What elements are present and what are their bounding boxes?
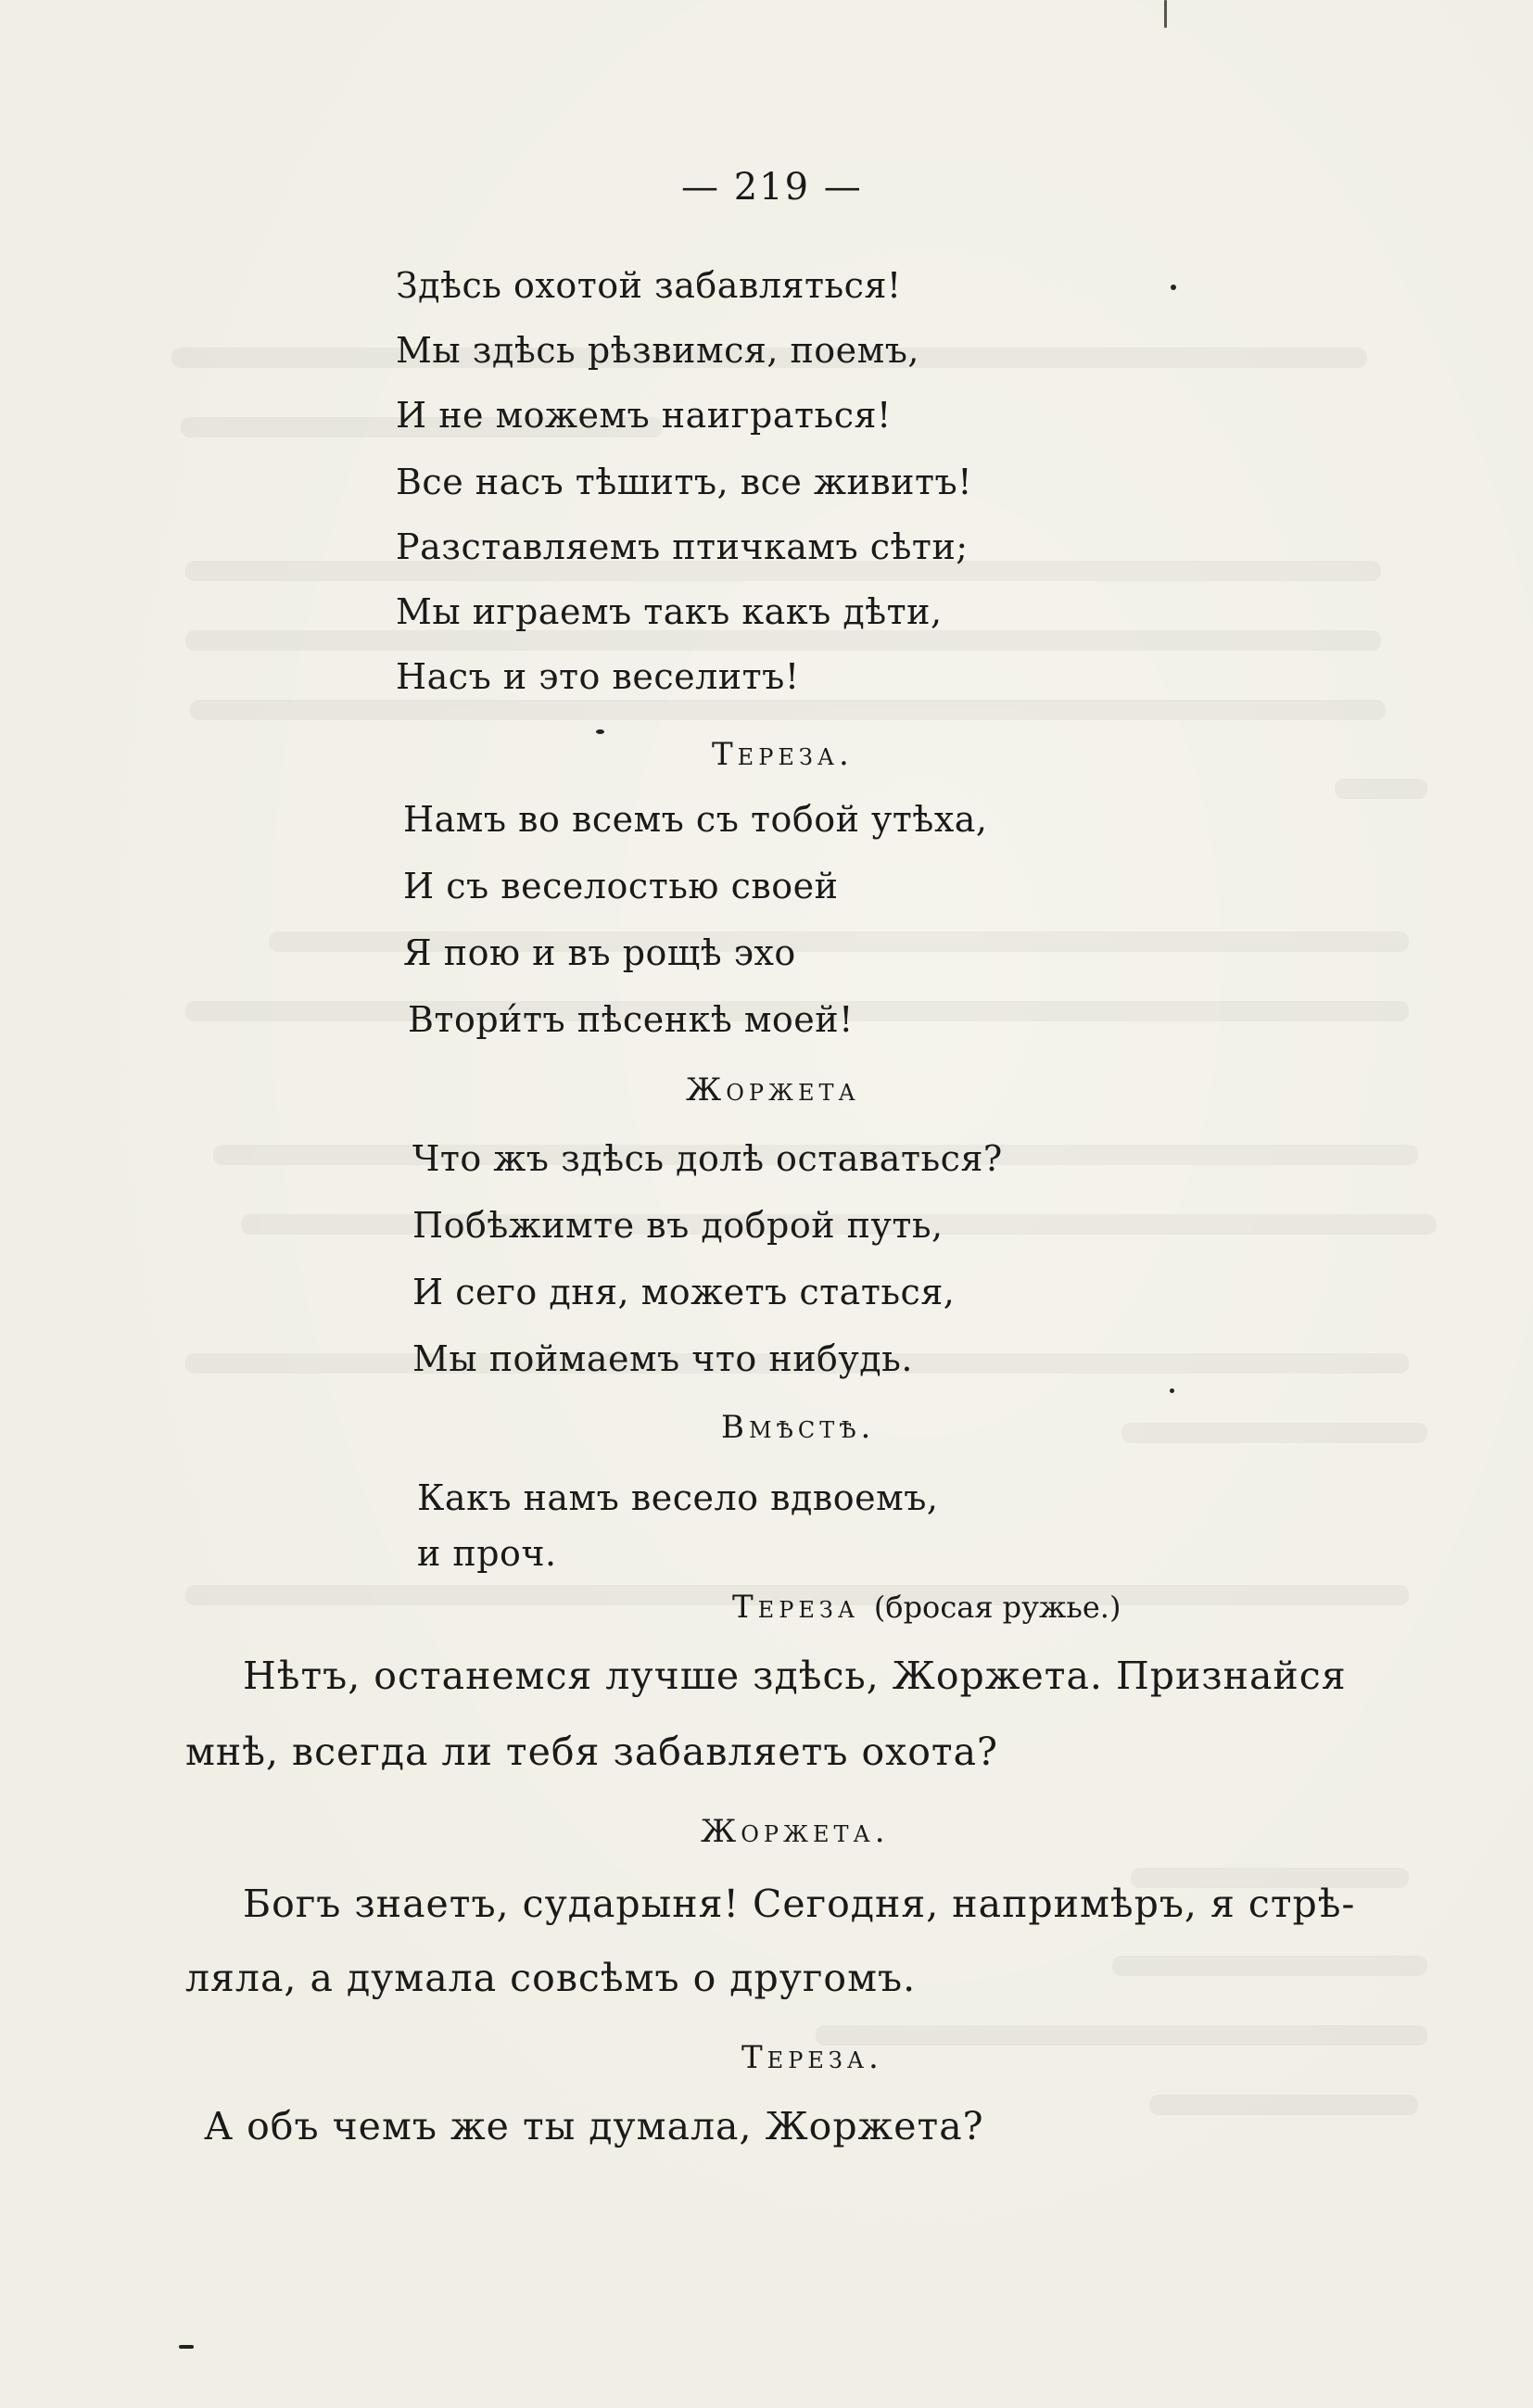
verse-line: И не можемъ наиграться! [396, 395, 892, 436]
verse-line: Втори́тъ пѣсенкѣ моей! [408, 999, 854, 1040]
verse-line: Побѣжимте въ доброй путь, [412, 1205, 944, 1246]
verse-line: Все насъ тѣшитъ, все живитъ! [396, 462, 972, 502]
speaker-name: Жоржета. [701, 1813, 890, 1850]
speaker-name: Вмѣстѣ. [721, 1409, 876, 1446]
speaker-name [732, 1585, 1121, 1629]
ink-speck [179, 2345, 194, 2349]
ink-speck [1170, 1388, 1174, 1393]
verse-line: Насъ и это веселитъ! [396, 656, 800, 697]
verse-line: и проч. [417, 1533, 557, 1574]
prose-line: ляла, а думала совсѣмъ о другомъ. [185, 1956, 917, 2000]
prose-line: А объ чемъ же ты думала, Жоржета? [204, 2104, 984, 2148]
verse-line: Мы играемъ такъ какъ дѣти, [396, 591, 943, 632]
verse-line: И съ веселостью своей [403, 866, 839, 906]
speaker-name: Тереза. [712, 736, 854, 773]
verse-line: Намъ во всемъ съ тобой утѣха, [403, 799, 988, 840]
speaker-label: Тереза [732, 1589, 859, 1626]
verse-line: Разставляемъ птичкамъ сѣти; [396, 526, 969, 567]
prose-line: Нѣтъ, останемся лучше здѣсь, Жоржета. Признайся [243, 1654, 1347, 1698]
verse-line: Мы здѣсь рѣзвимся, поемъ, [396, 330, 919, 371]
verse-line: Мы поймаемъ что нибудь. [412, 1338, 913, 1379]
stage-direction: (бросая ружье.) [873, 1590, 1121, 1625]
speaker-name: Жоржета [686, 1071, 860, 1109]
verse-line: И сего дня, можетъ статься, [412, 1272, 956, 1312]
verse-line: Что жъ здѣсь долѣ оставаться? [412, 1138, 1003, 1179]
prose-line: Богъ знаетъ, сударыня! Сегодня, напримѣръ, я стрѣ- [243, 1882, 1356, 1926]
prose-line: мнѣ, всегда ли тебя забавляетъ охота? [185, 1730, 999, 1774]
ink-speck [1164, 0, 1167, 28]
ink-speck [1171, 285, 1176, 290]
speaker-name: Тереза. [741, 2039, 883, 2076]
verse-line: Какъ намъ весело вдвоемъ, [417, 1477, 939, 1518]
verse-line: Я пою и въ рощѣ эхо [403, 932, 796, 973]
verse-line: Здѣсь охотой забавляться! [396, 265, 902, 306]
page-number: — 219 — [681, 166, 863, 209]
ink-speck [596, 729, 604, 734]
